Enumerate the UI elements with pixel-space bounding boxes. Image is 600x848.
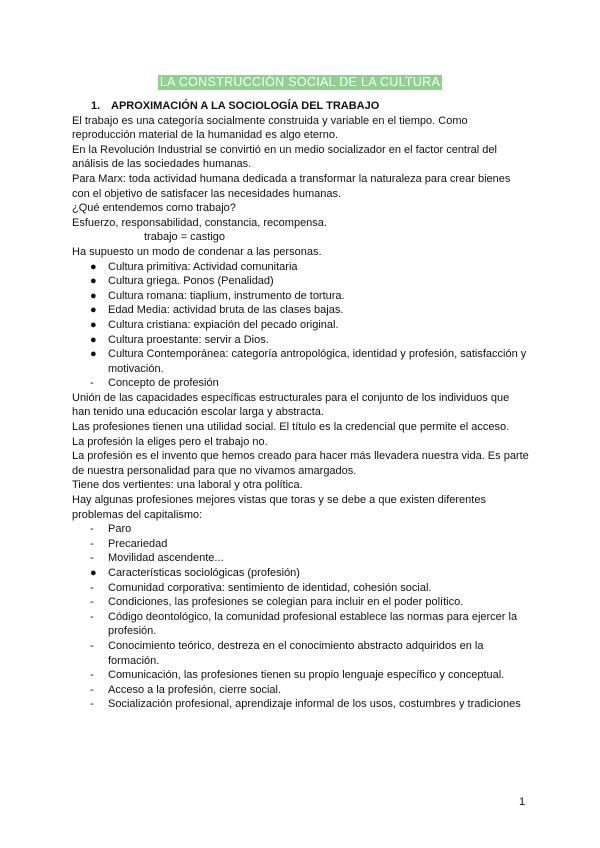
list-item — [72, 522, 530, 537]
bullet-marker: ● — [90, 333, 97, 346]
dash-marker: - — [90, 639, 94, 652]
bullet-marker: ● — [90, 304, 97, 317]
list-item-text: Conocimiento teórico, destreza en el conocimiento abstracto adquiridos en la formación. — [108, 639, 484, 667]
bullet-marker: ● — [90, 348, 97, 361]
dash-marker: - — [90, 683, 94, 696]
list-item — [72, 289, 530, 304]
list-item — [72, 537, 530, 552]
bullet-marker: ● — [90, 567, 97, 579]
list-item — [72, 697, 530, 712]
section-number: 1. — [91, 100, 101, 112]
list-item-text: Cultura griega. Ponos (Penalidad) — [108, 275, 274, 288]
dash-marker: - — [90, 596, 94, 609]
list-item — [72, 581, 530, 596]
list-item-text: Características sociológicas (profesión) — [108, 567, 300, 579]
dash-marker: - — [90, 610, 94, 623]
list-item — [72, 333, 530, 348]
list-item-text: Socialización profesional, aprendizaje informal de los usos, costumbres y tradiciones — [108, 698, 521, 711]
list-item-text: Concepto de profesión — [108, 377, 219, 390]
list-item-text: Cultura Contemporánea: categoría antropológica, identidad y profesión, satisfacción y motivación. — [108, 348, 527, 375]
paragraph: Para Marx: toda actividad humana dedicada a transformar la naturaleza para crear bienes con el objetivo de satisfacer las necesidades humanas. — [72, 172, 511, 200]
paragraph: Las profesiones tienen una utilidad social. El título es la credencial que permite el acceso. — [72, 421, 510, 434]
list-item-text: Cultura cristiana: expiación del pecado original. — [108, 318, 339, 331]
paragraph: Tiene dos vertientes: una laboral y otra política. — [72, 479, 303, 492]
paragraph: Ha supuesto un modo de condenar a las personas. — [72, 245, 322, 258]
dash-marker: - — [90, 552, 94, 565]
bullet-marker: ● — [90, 275, 97, 288]
list-item-text: Edad Media: actividad bruta de las clases bajas. — [108, 304, 344, 317]
list-item-text: Movilidad ascendente... — [108, 552, 224, 565]
paragraph: ¿Qué entendemos como trabajo? — [72, 202, 236, 215]
dash-marker: - — [90, 581, 94, 594]
list-item — [72, 610, 530, 639]
list-item — [72, 683, 530, 698]
paragraph: Esfuerzo, responsabilidad, constancia, recompensa. — [72, 216, 327, 229]
dash-marker: - — [90, 523, 94, 536]
list-item — [72, 347, 530, 376]
dash-marker: - — [90, 377, 94, 390]
bullet-marker: ● — [90, 318, 97, 331]
dash-marker: - — [90, 698, 94, 711]
section-heading — [91, 99, 530, 114]
list-item — [72, 303, 530, 318]
document-title: LA CONSTRUCCIÓN SOCIAL DE LA CULTURA — [159, 75, 441, 89]
paragraph: La profesión la eliges pero el trabajo no. — [72, 435, 268, 448]
section-label: APROXIMACIÓN A LA SOCIOLOGÍA DEL TRABAJO — [111, 100, 380, 112]
list-item-text: Cultura primitiva: Actividad comunitaria — [108, 260, 298, 273]
dash-marker: - — [90, 537, 94, 550]
list-item-text: Comunidad corporativa: sentimiento de identidad, cohesión social. — [108, 581, 432, 594]
title-wrap — [0, 73, 600, 91]
list-item — [72, 595, 530, 610]
list-item — [72, 318, 530, 333]
list-item — [72, 274, 530, 289]
list-item-text: Condiciones, las profesiones se colegian para incluir en el poder político. — [108, 596, 464, 609]
paragraph: Hay algunas profesiones mejores vistas que toras y se debe a que existen diferentes problemas del capitalismo: — [72, 494, 486, 521]
list-item-text: Cultura proestante: servir a Dios. — [108, 333, 269, 346]
equation-line: trabajo = castigo — [144, 231, 226, 244]
list-item-text: Acceso a la profesión, cierre social. — [108, 683, 282, 696]
list-item — [72, 566, 530, 581]
paragraph: Unión de las capacidades específicas estructurales para el conjunto de los individuos que han tenido una educación escolar larga y abstracta. — [72, 391, 510, 419]
paragraph: En la Revolución Industrial se convirtió en un medio socializador en el factor central del análisis de las sociedades humanas. — [72, 143, 497, 171]
list-item-text: Comunicación, las profesiones tienen su propio lenguaje específico y conceptual. — [108, 669, 505, 682]
paragraph: La profesión es el invento que hemos creado para hacer más llevadera nuestra vida. Es parte de nuestra personalidad para que no vivamos amargados. — [72, 450, 529, 477]
list-item — [72, 376, 530, 391]
list-item-text: Cultura romana: tiaplium, instrumento de tortura. — [108, 289, 345, 302]
dash-marker: - — [90, 669, 94, 682]
page-number: 1 — [519, 796, 526, 808]
bullet-marker: ● — [90, 260, 97, 273]
document-body — [72, 99, 530, 712]
list-item-text: Paro — [108, 523, 132, 536]
list-item — [72, 639, 530, 668]
bullet-marker: ● — [90, 289, 97, 302]
list-item — [72, 260, 530, 275]
list-item-text: Código deontológico, la comunidad profesional establece las normas para ejercer la profesión. — [108, 610, 518, 638]
list-item-text: Precariedad — [108, 537, 168, 550]
list-item — [72, 668, 530, 683]
list-item — [72, 551, 530, 566]
paragraph: El trabajo es una categoría socialmente construida y variable en el tiempo. Como reproducción material de la humanidad es algo eterno. — [72, 114, 468, 142]
